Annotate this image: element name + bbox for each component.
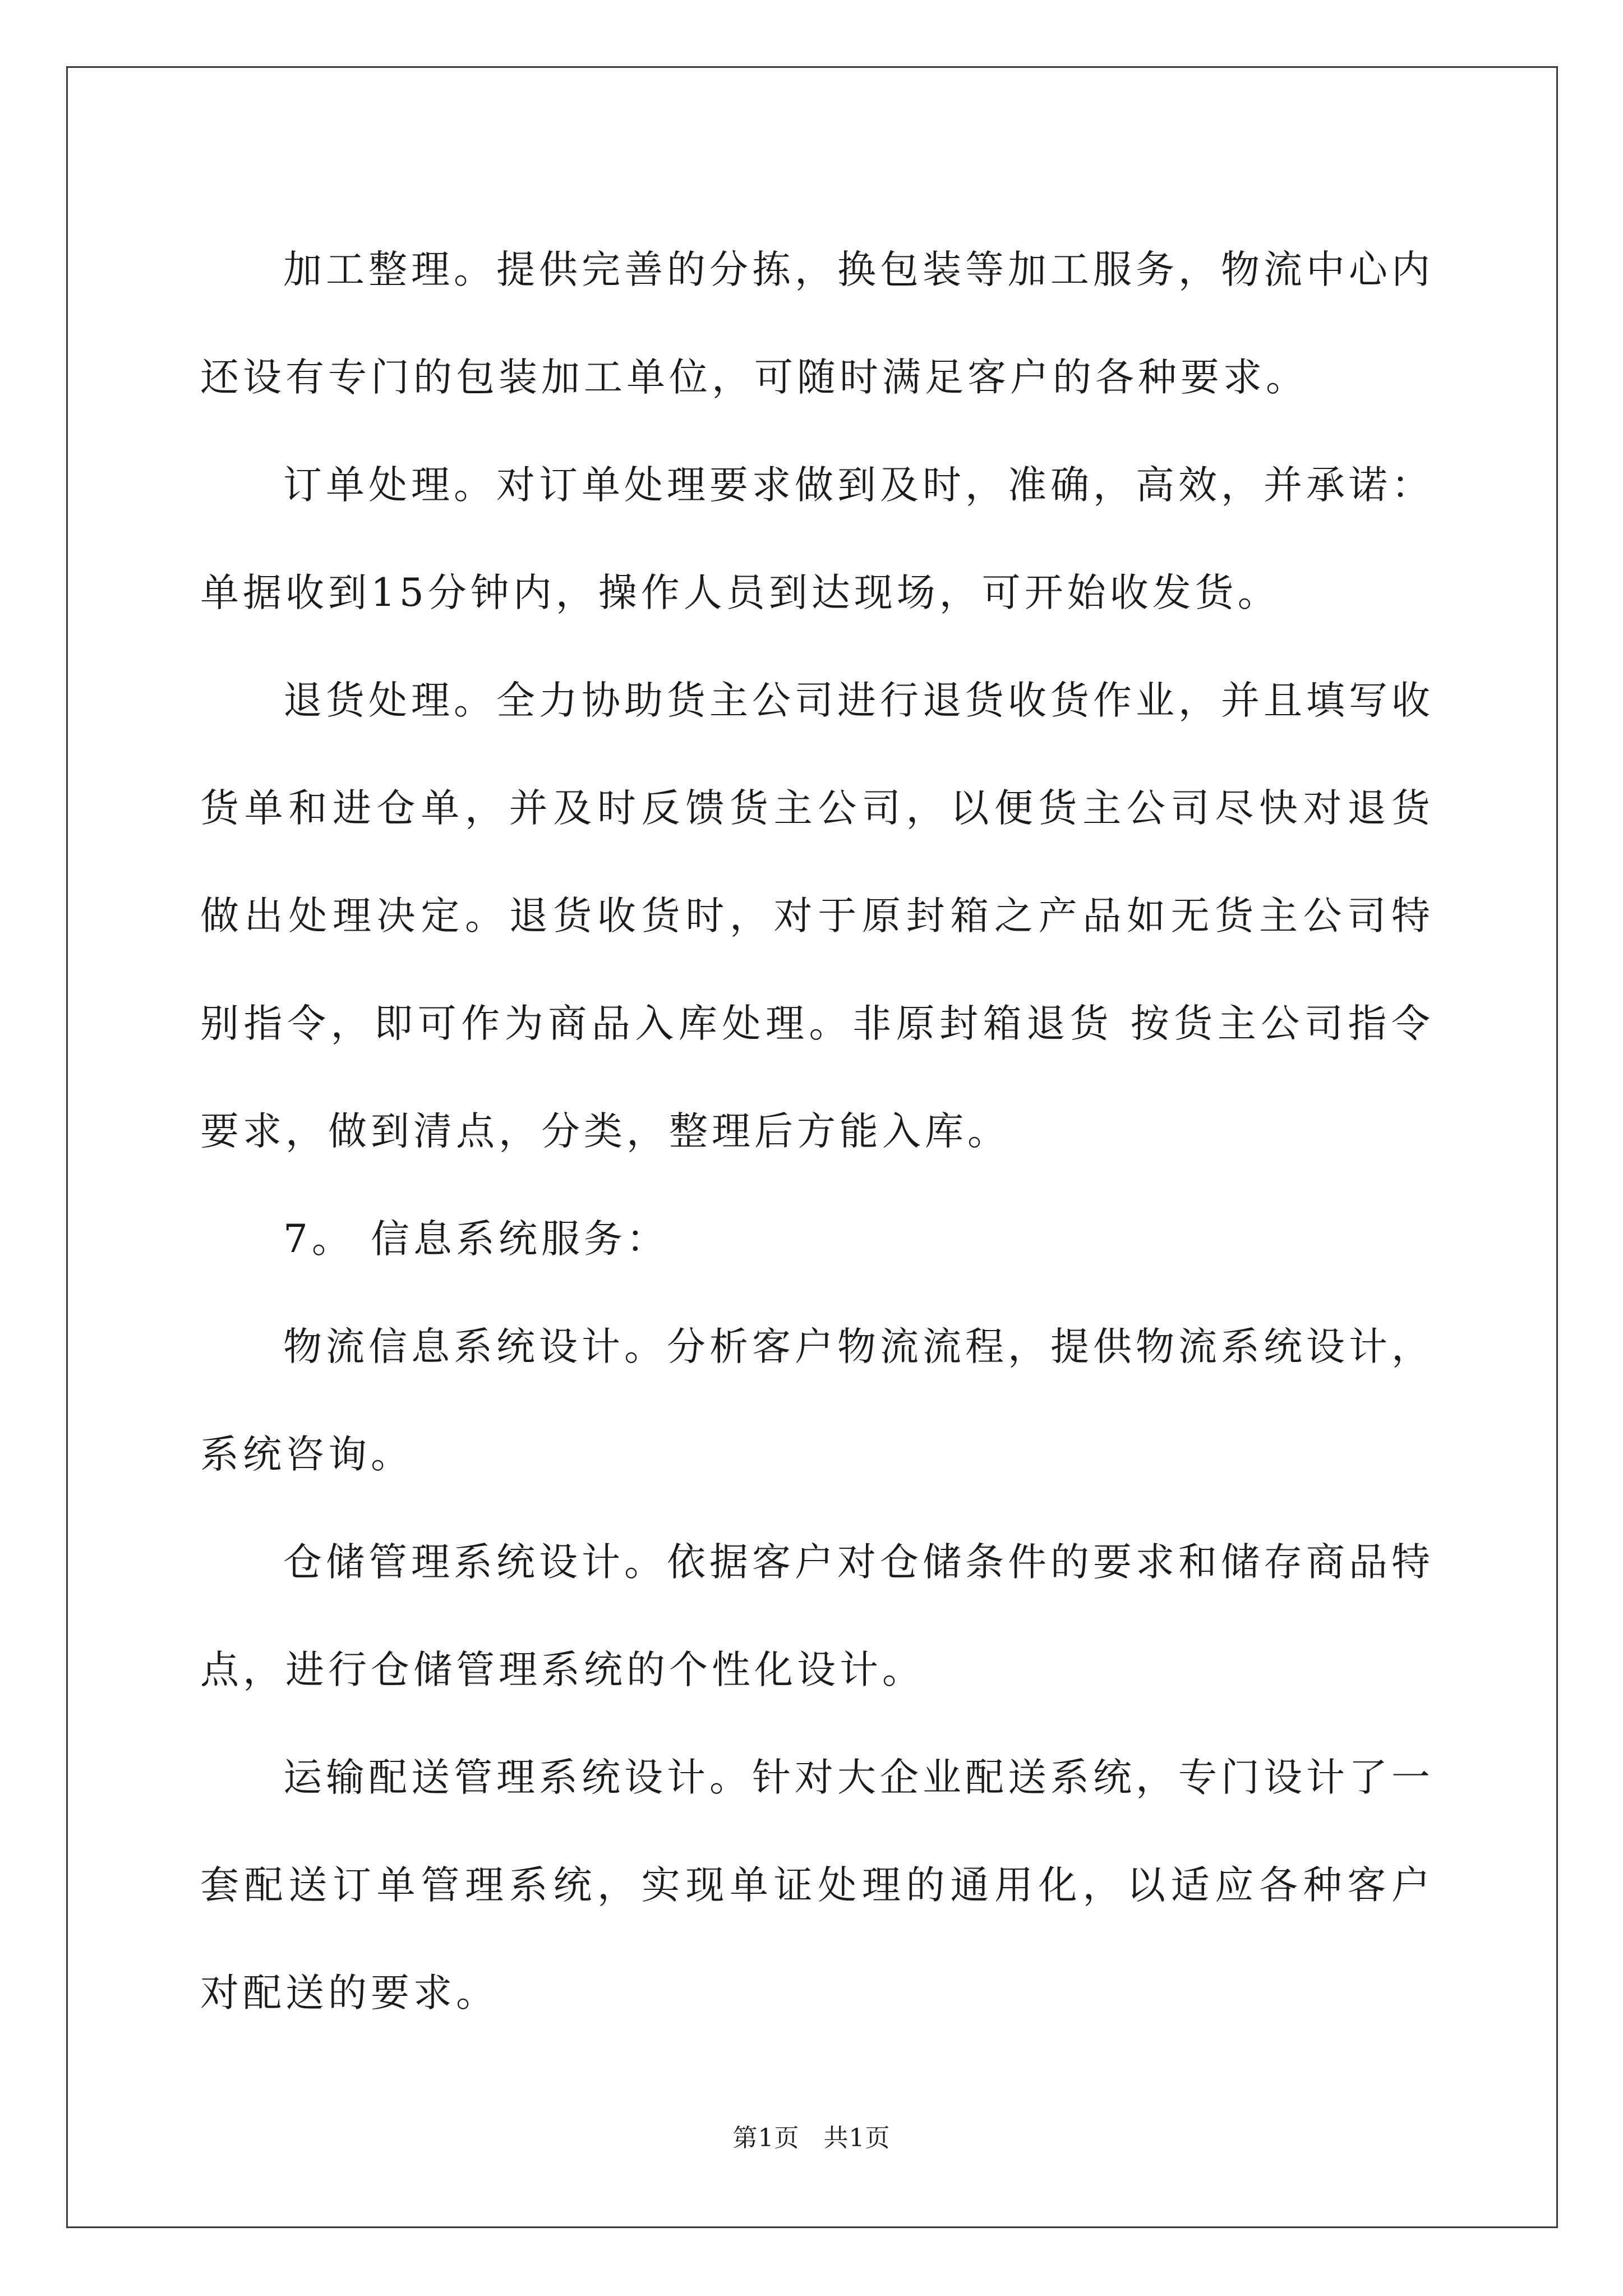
document-body [200, 216, 1434, 2047]
paragraph-order-handling: 订单处理。对订单处理要求做到及时，准确，高效，并承诺：单据收到15分钟内，操作人员到达现场，可开始收发货。 [200, 463, 1434, 615]
section-heading-info-system: 7。 信息系统服务： [283, 1217, 669, 1262]
paragraph-processing: 加工整理。提供完善的分拣，换包装等加工服务，物流中心内还设有专门的包装加工单位，可随时满足客户的各种要求。 [200, 247, 1434, 400]
paragraph-logistics-info-system: 物流信息系统设计。分析客户物流流程，提供物流系统设计，系统咨询。 [200, 1324, 1434, 1477]
total-pages-label: 共1页 [823, 2124, 891, 2152]
paragraph-returns: 退货处理。全力协助货主公司进行退货收货作业，并且填写收货单和进仓单，并及时反馈货主公司，以便货主公司尽快对退货做出处理决定。退货收货时，对于原封箱之产品如无货主公司特别指令，即可作为商品入库处理。非原封箱退货 按货主公司指令要求，做到清点，分类，整理后方能入库。 [200, 678, 1434, 1154]
paragraph-warehouse-system: 仓储管理系统设计。依据客户对仓储条件的要求和储存商品特点，进行仓储管理系统的个性化设计。 [200, 1540, 1434, 1692]
current-page-label: 第1页 [732, 2124, 800, 2152]
page-footer [0, 2122, 1623, 2155]
paragraph-delivery-system: 运输配送管理系统设计。针对大企业配送系统，专门设计了一套配送订单管理系统，实现单证处理的通用化，以适应各种客户对配送的要求。 [200, 1755, 1434, 2016]
